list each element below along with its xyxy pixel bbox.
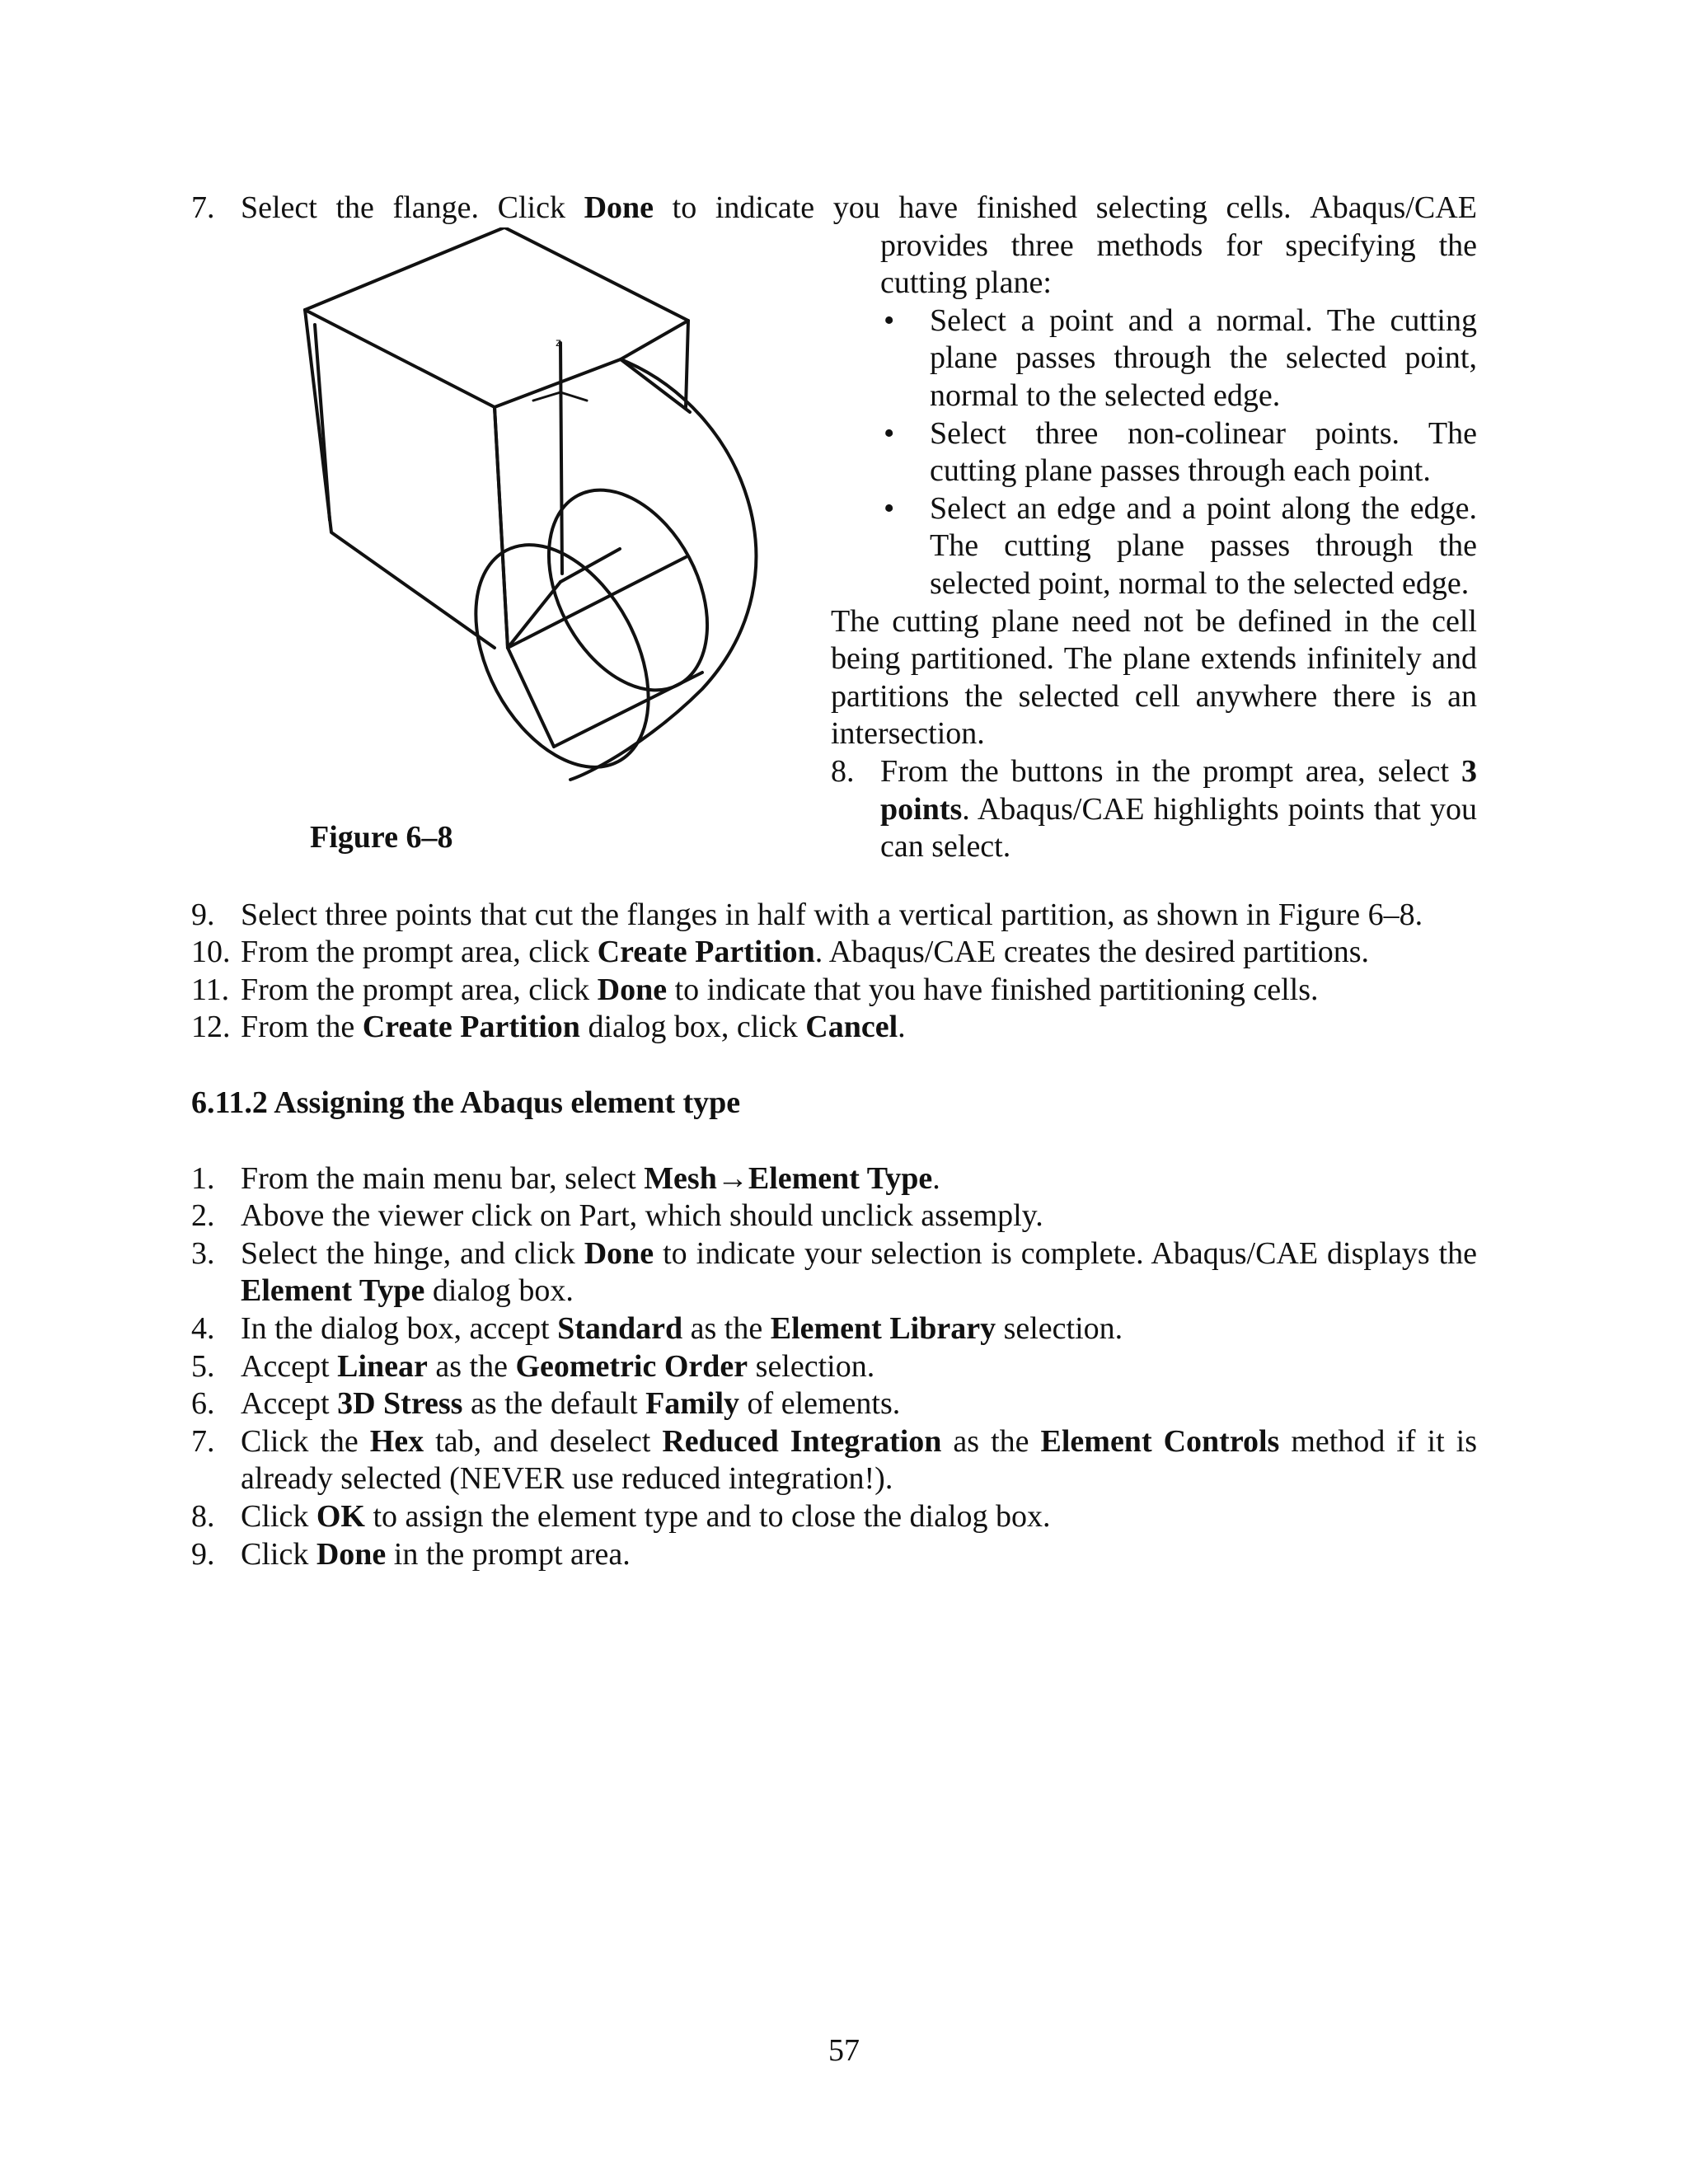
cube-inner-edge (560, 549, 620, 582)
text-run: as the (427, 1348, 516, 1384)
hidden-helper-3 (495, 407, 690, 412)
text-run: Click (241, 1536, 316, 1572)
bullet-symbol: • (884, 415, 895, 451)
step-text: Select three points that cut the flanges in half with a vertical partition, as shown in Figure 6–8. (241, 897, 1423, 932)
bold-term: 3 points (880, 753, 1477, 827)
bullet-item (831, 490, 1477, 603)
text-run: tab, and deselect (424, 1423, 663, 1459)
block-left-face-edge (305, 310, 495, 648)
bullet-symbol: • (884, 490, 895, 526)
word: indicate (715, 190, 815, 225)
step-number: 8. (191, 1498, 215, 1534)
element-step-5 (191, 1348, 1477, 1386)
bold-term: Hex (369, 1423, 424, 1459)
step-number: 3. (191, 1235, 215, 1271)
text-run: selection. (748, 1348, 875, 1384)
text-run: . Abaqus/CAE creates the desired partitions. (814, 935, 1370, 970)
figure-caption: Figure 6–8 (310, 819, 453, 855)
element-step-3 (191, 1235, 1477, 1310)
step-7-continuation: provides three methods for specifying the cutting plane: (880, 227, 1477, 301)
bold-term: Reduced Integration (662, 1423, 942, 1459)
step-number: 7. (191, 1423, 215, 1459)
element-step-7 (191, 1423, 1477, 1498)
text-run: as the default (462, 1386, 646, 1422)
step-number: 9. (191, 1536, 215, 1572)
bold-term: Cancel (805, 1010, 898, 1045)
word: Select (241, 190, 317, 225)
text-run: From the buttons in the prompt area, select (880, 753, 1461, 789)
word: Abaqus/CAE (1310, 190, 1477, 225)
bold-term: OK (316, 1498, 365, 1534)
step-9 (191, 897, 1477, 935)
word: selecting (1095, 190, 1207, 225)
step-number: 2. (191, 1198, 215, 1234)
word: the (335, 190, 374, 225)
element-step-2 (191, 1197, 1477, 1235)
step-text (241, 1310, 1477, 1348)
word: you (832, 190, 880, 225)
word: to (672, 190, 697, 225)
text-run: as the (682, 1310, 771, 1346)
text-run: to indicate that you have finished partitioning cells. (667, 972, 1319, 1007)
word: cells. (1226, 190, 1292, 225)
bold-term: Standard (557, 1310, 683, 1346)
word: flange. (392, 190, 479, 225)
bullet-item (831, 415, 1477, 490)
text-run: Accept (241, 1348, 338, 1384)
axis-triad-y (560, 392, 587, 401)
text-run: Click the (241, 1423, 370, 1459)
step-10 (191, 934, 1477, 972)
step-text (241, 934, 1477, 972)
step-number: 9. (191, 897, 215, 932)
cube-inner-diagonal (508, 582, 560, 648)
figure-wrap-area (191, 227, 1477, 897)
step-number: 12. (191, 1010, 231, 1045)
bold-term: Done (584, 1235, 654, 1271)
step-text (241, 1498, 1477, 1536)
step-text (241, 1536, 1477, 1574)
word: have (898, 190, 959, 225)
step-text (241, 1160, 1477, 1198)
figure-6-8 (241, 227, 834, 855)
cube-edge-a (495, 407, 508, 648)
right-text-column (831, 227, 1477, 866)
step-text (241, 972, 1477, 1010)
bold-term: Done (316, 1536, 387, 1572)
step-number: 4. (191, 1310, 215, 1346)
bold-term: Done (597, 972, 668, 1007)
cube-top-face (495, 359, 690, 412)
bold-term: Create Partition (597, 935, 815, 970)
step-8 (831, 753, 1477, 866)
step-7-line-text (241, 190, 1477, 227)
bold-term: Element Library (770, 1310, 996, 1346)
hinge-wireframe-figure (241, 227, 834, 821)
step-text (241, 1009, 1477, 1047)
axis-label: z (556, 335, 561, 349)
hidden-helper-2 (495, 407, 690, 414)
bullet-text: Select three non-colinear points. The cutting plane passes through each point. (930, 415, 1477, 489)
block-top-front-edge (305, 310, 495, 407)
bold-term: Element Type (241, 1273, 425, 1309)
text-run: method if it is already selected (NEVER use reduced integration!). (241, 1423, 1477, 1497)
text-run: Accept (241, 1386, 338, 1422)
bold-term: Done (584, 190, 654, 225)
step-12 (191, 1009, 1477, 1047)
step-number: 6. (191, 1386, 215, 1422)
bold-term: Linear (337, 1348, 428, 1384)
bullet-text: Select an edge and a point along the edge. The cutting plane passes through the selected point, normal to the selected edge. (930, 490, 1477, 601)
flange-bottom-left-edge (508, 648, 554, 747)
element-step-8 (191, 1498, 1477, 1536)
bullet-symbol: • (884, 302, 895, 338)
text-run: . (898, 1010, 906, 1045)
step-number: 8. (831, 753, 855, 789)
text-run: in the prompt area. (386, 1536, 631, 1572)
bold-term: Family (645, 1386, 740, 1422)
bullet-text: Select a point and a normal. The cutting plane passes through the selected point, normal to the selected edge. (930, 302, 1477, 413)
element-step-6 (191, 1385, 1477, 1423)
cutting-plane-note: The cutting plane need not be defined in the cell being partitioned. The plane extends infinitely and partitions the selected cell anywhere there is an intersection. (831, 603, 1477, 752)
bold-term: Mesh→Element Type (644, 1160, 933, 1196)
cube-bottom-edge (508, 557, 686, 648)
step-7-first-line (191, 190, 1477, 227)
text-run: to indicate your selection is complete. Abaqus/CAE displays the (654, 1235, 1477, 1271)
word: finished (976, 190, 1078, 225)
text-run: as the (941, 1423, 1041, 1459)
text-run: . (932, 1160, 940, 1196)
step-number: 10. (191, 935, 231, 970)
text-run: From the main menu bar, select (241, 1160, 645, 1196)
bold-term: 3D Stress (337, 1386, 463, 1422)
step-number: 1. (191, 1160, 215, 1196)
step-text (241, 1235, 1477, 1310)
text-run: dialog box, click (579, 1010, 806, 1045)
bullet-item (831, 302, 1477, 415)
text-run: selection. (996, 1310, 1123, 1346)
word: Click (497, 190, 565, 225)
step-text (241, 1348, 1477, 1386)
section-heading: 6.11.2 Assigning the Abaqus element type (191, 1085, 741, 1120)
text-run: Click (241, 1498, 316, 1534)
text-run: From the (241, 1010, 363, 1045)
text-run: of elements. (739, 1386, 901, 1422)
document-page (191, 190, 1477, 1573)
step-8-text (880, 753, 1477, 866)
page-number: 57 (828, 2033, 860, 2068)
step-text (241, 1423, 1477, 1498)
text-run: dialog box. (424, 1273, 574, 1309)
element-step-1 (191, 1160, 1477, 1198)
element-step-4 (191, 1310, 1477, 1348)
bold-term: Create Partition (362, 1010, 580, 1045)
hole-back-ellipse (517, 462, 739, 716)
bold-term: Geometric Order (515, 1348, 748, 1384)
step-text: Above the viewer click on Part, which should unclick assemply. (241, 1198, 1043, 1234)
text-run: From the prompt area, click (241, 935, 598, 970)
text-run: From the prompt area, click (241, 972, 598, 1007)
step-number: 7. (191, 190, 215, 225)
block-right-vertical-edge (686, 321, 688, 407)
step-text (241, 1385, 1477, 1423)
text-run: to assign the element type and to close the dialog box. (364, 1498, 1051, 1534)
axis-triad-x (533, 392, 560, 401)
text-run: . Abaqus/CAE highlights points that you can select. (880, 791, 1477, 865)
step-number: 5. (191, 1348, 215, 1384)
element-step-9 (191, 1536, 1477, 1574)
bold-term: Element Controls (1040, 1423, 1280, 1459)
text-run: In the dialog box, accept (241, 1310, 558, 1346)
step-number: 11. (191, 972, 230, 1007)
step-11 (191, 972, 1477, 1010)
text-run: Select the hinge, and click (241, 1235, 584, 1271)
hidden-helper (495, 407, 694, 422)
